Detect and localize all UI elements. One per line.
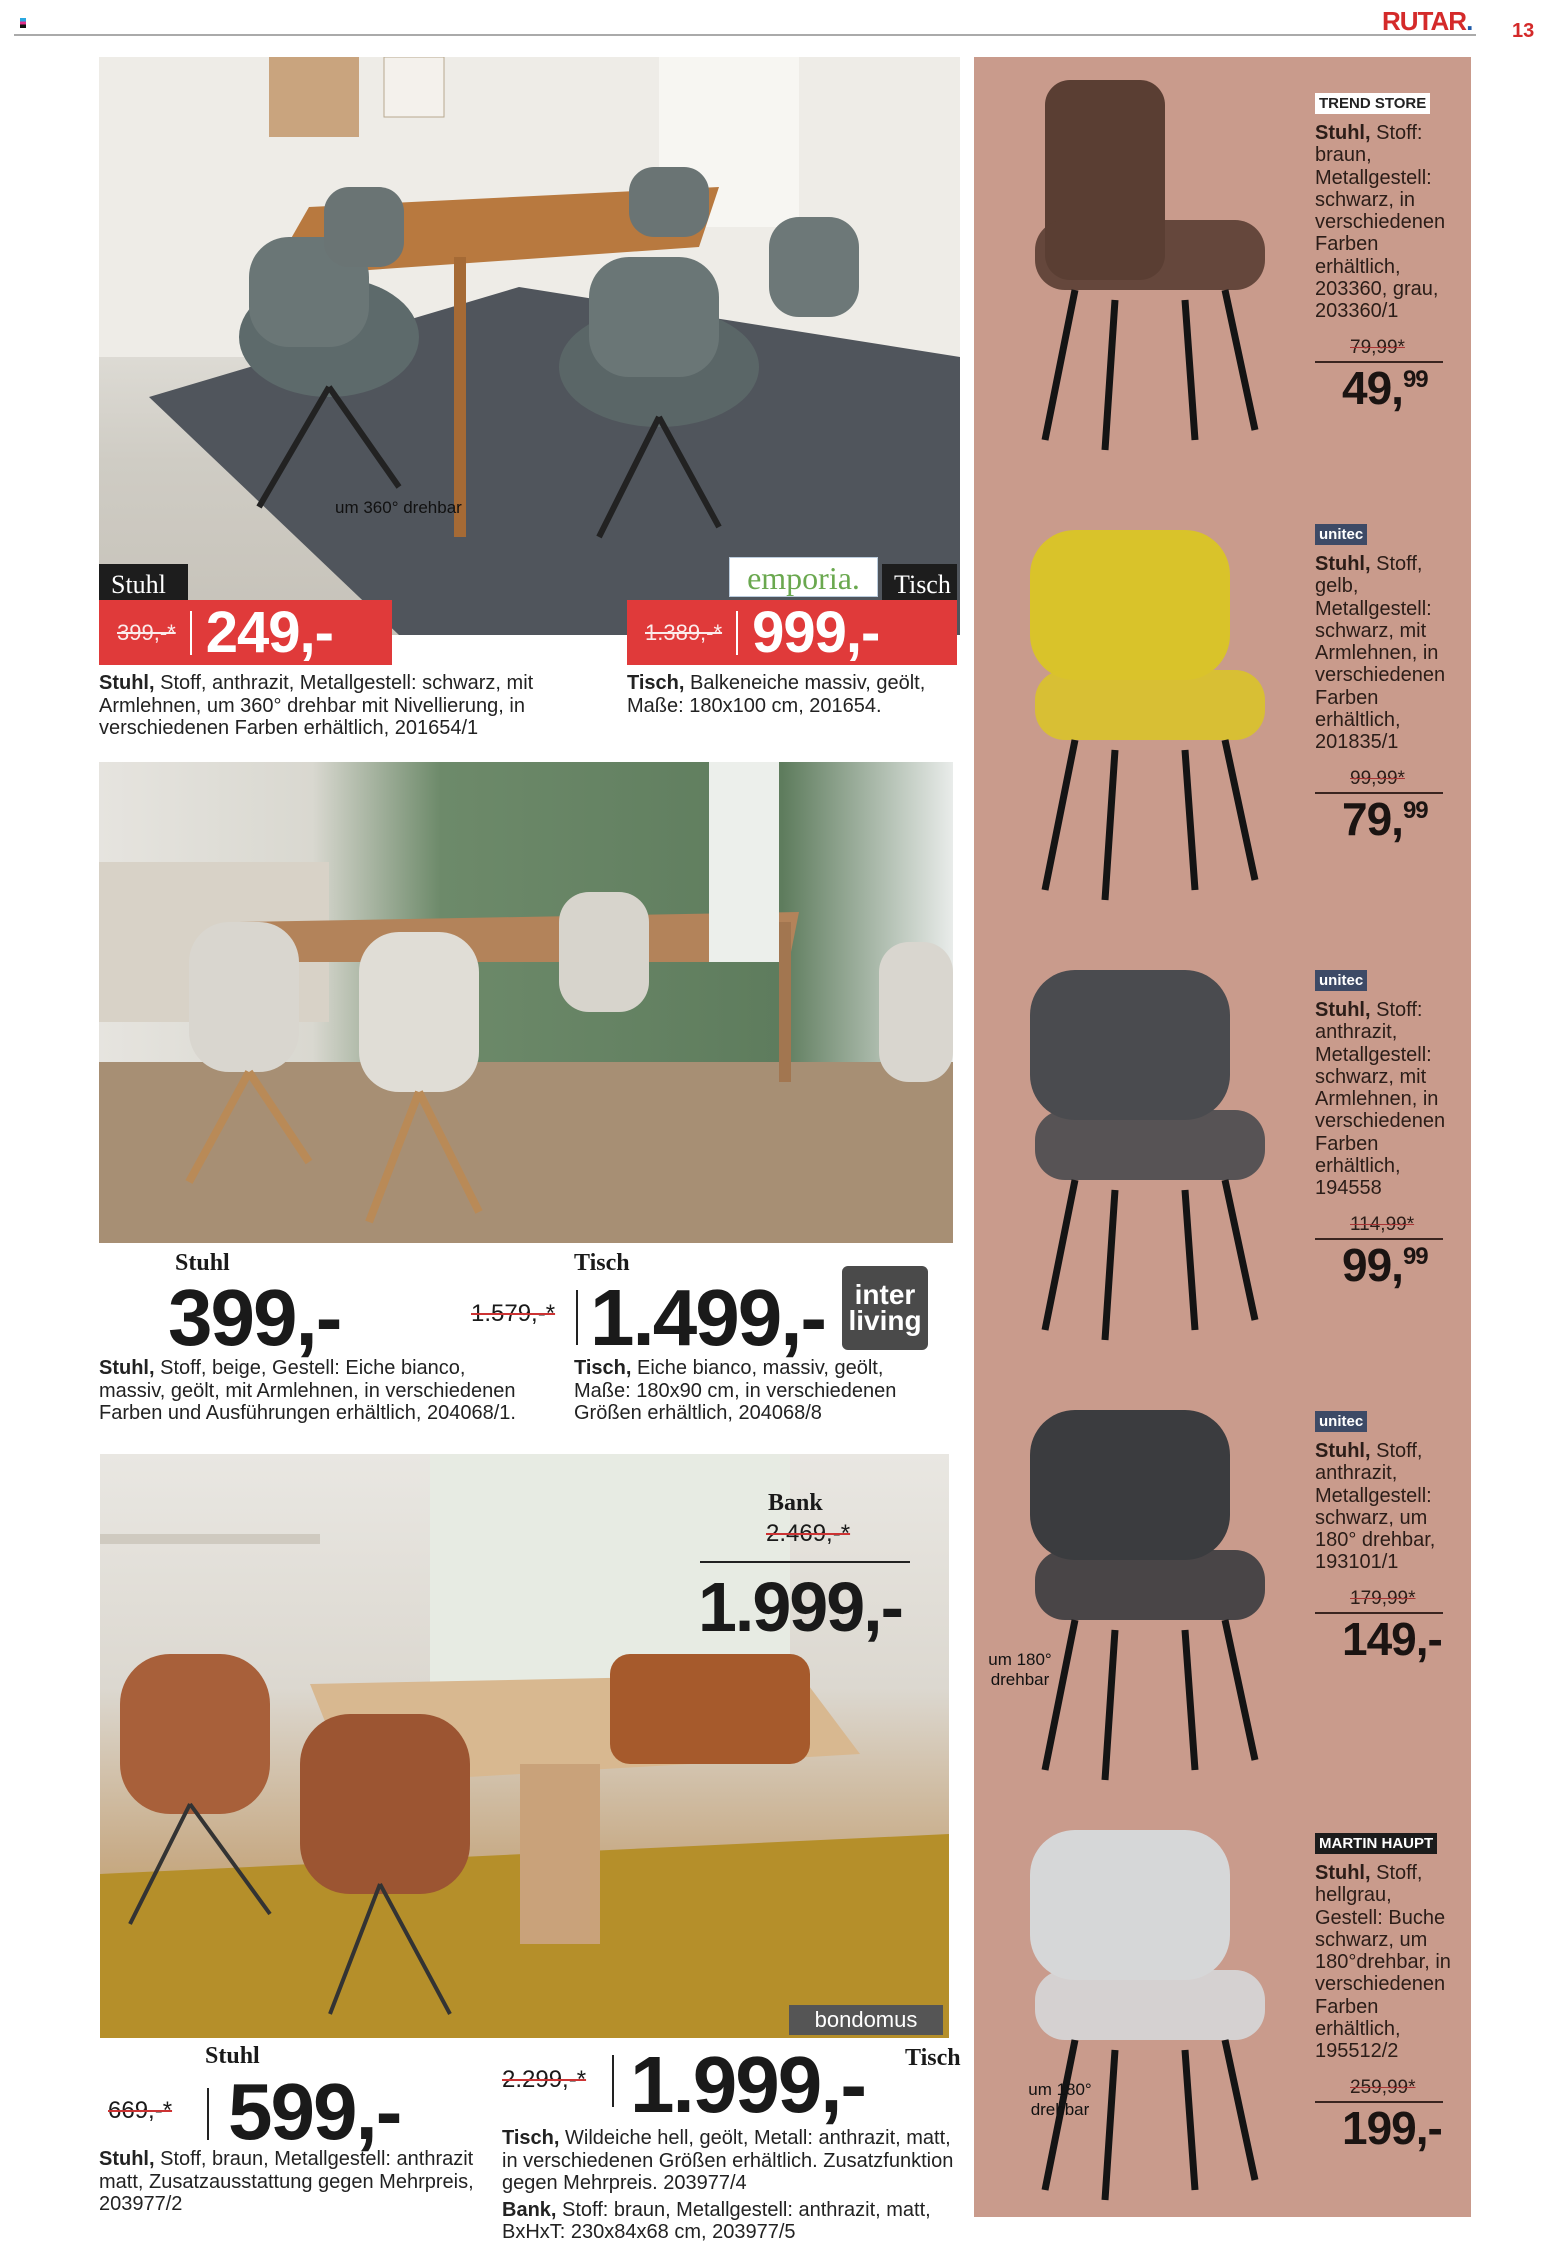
- side-old-price: 79,99*: [1350, 336, 1405, 358]
- side-old-price: 114,99*: [1350, 1213, 1415, 1235]
- price-main: 79,: [1342, 792, 1403, 845]
- chair-image: [1005, 70, 1290, 500]
- side-item: [1315, 1411, 1465, 1664]
- table-price-badge: [627, 600, 957, 665]
- side-item-description: [1315, 122, 1465, 323]
- desc-title: Tisch,: [502, 2127, 560, 2149]
- desc-text: Eiche bianco, massiv, geölt, Maße: 180x90 cm, in verschiedenen Größen erhältlich, 204068/8: [574, 1357, 897, 1424]
- bank-price: 1.999,-: [698, 1568, 902, 1646]
- brand-logo: unitec: [1315, 524, 1367, 545]
- dining-room-photo-2: [99, 762, 953, 1243]
- chair-image: [1005, 520, 1290, 920]
- side-item: [1315, 1833, 1465, 2153]
- chair-price: 249,-: [205, 600, 333, 665]
- table-label: Tisch: [574, 1250, 630, 1276]
- table-description: [502, 2127, 962, 2195]
- side-item: [1315, 524, 1465, 844]
- desc-title: Stuhl,: [1315, 1862, 1371, 1884]
- chair-description: [99, 2148, 479, 2216]
- rotation-note: um 360° drehbar: [335, 498, 462, 517]
- table-price: 999,-: [752, 600, 880, 665]
- chair-description: [99, 672, 569, 740]
- desc-text: Stoff: braun, Metallgestell: anthrazit, matt, BxHxT: 230x84x68 cm, 203977/5: [502, 2198, 931, 2243]
- room-scene-2: [99, 762, 953, 1243]
- desc-title: Stuhl,: [1315, 999, 1371, 1021]
- table-price: 1.499,-: [590, 1273, 826, 1362]
- side-item-description: [1315, 1440, 1465, 1574]
- side-item: [1315, 93, 1465, 413]
- side-old-price: 99,99*: [1350, 767, 1405, 789]
- price-separator: [190, 611, 192, 655]
- desc-text: Stoff: anthrazit, Metallgestell: schwarz, mit Armlehnen, in verschiedenen Farben erhältlich, 194558: [1315, 999, 1446, 1200]
- price-separator: [612, 2055, 614, 2107]
- desc-title: Stuhl,: [99, 2148, 155, 2170]
- price-main: 199,-: [1342, 2101, 1442, 2154]
- bank-label: Bank: [768, 1490, 823, 1516]
- chair-label: Stuhl: [99, 564, 188, 606]
- chair-label: Stuhl: [175, 1250, 230, 1276]
- desc-text: Stoff, gelb, Metallgestell: schwarz, mit Armlehnen, in verschiedenen Farben erhältlich, 201835/1: [1315, 553, 1446, 754]
- header-divider: [14, 34, 1476, 36]
- desc-title: Bank,: [502, 2198, 557, 2221]
- brand-logo: [1382, 6, 1472, 37]
- price-cents: 99: [1402, 796, 1428, 824]
- brand-name: RUTAR: [1382, 6, 1467, 36]
- desc-title: Stuhl,: [1315, 1440, 1371, 1462]
- price-main: 149,-: [1342, 1612, 1442, 1665]
- price-separator: [736, 611, 738, 655]
- desc-text: Wildeiche hell, geölt, Metall: anthrazit, matt, in verschiedenen Größen erhältlich. Zusatzfunktion gegen Mehrpreis. 203977/4: [502, 2127, 954, 2194]
- table-description: [627, 672, 967, 717]
- dining-room-photo-1: [99, 57, 960, 635]
- chair-old-price: 669,-*: [108, 2097, 173, 2124]
- chair-price: 399,-: [168, 1273, 341, 1362]
- side-item-description: [1315, 999, 1465, 1200]
- table-old-price: 1.389,-*: [645, 619, 723, 645]
- side-price: [1342, 2103, 1442, 2154]
- brand-logo: MARTIN HAUPT: [1315, 1833, 1437, 1854]
- side-price: [1342, 363, 1428, 414]
- desc-title: Stuhl,: [99, 672, 155, 694]
- print-marker: [20, 18, 26, 28]
- desc-text: Balkeneiche massiv, geölt, Maße: 180x100 cm, 201654.: [627, 672, 926, 717]
- price-separator: [576, 1290, 578, 1345]
- table-old-price: 1.579,-*: [471, 1300, 556, 1327]
- price-divider: [700, 1561, 910, 1563]
- table-price: 1.999,-: [630, 2040, 866, 2129]
- side-old-price: 259,99*: [1350, 2076, 1416, 2098]
- table-description: [574, 1357, 924, 1425]
- interliving-logo: inter living: [842, 1266, 928, 1350]
- side-item: [1315, 970, 1465, 1290]
- desc-title: Stuhl,: [1315, 122, 1371, 144]
- rotation-note: um 180° drehbar: [1028, 2080, 1092, 2119]
- chair-image: [1005, 1820, 1290, 2220]
- desc-title: Tisch,: [574, 1357, 632, 1379]
- price-cents: 99: [1402, 1242, 1428, 1270]
- desc-title: Tisch,: [627, 672, 685, 694]
- side-item-description: [1315, 553, 1465, 754]
- desc-text: Stoff, anthrazit, Metallgestell: schwarz, um 180° drehbar, 193101/1: [1315, 1440, 1436, 1574]
- table-old-price: 2.299,-*: [502, 2066, 587, 2093]
- desc-text: Stoff, beige, Gestell: Eiche bianco, massiv, geölt, mit Armlehnen, in verschiedenen Farben und Ausführungen erhältlich, 204068/1.: [99, 1357, 516, 1424]
- page-number: 13: [1512, 20, 1535, 42]
- desc-title: Stuhl,: [99, 1357, 155, 1379]
- chair-label: Stuhl: [205, 2043, 260, 2069]
- side-price: [1342, 794, 1428, 845]
- chair-old-price: 399,-*: [117, 619, 176, 645]
- desc-title: Stuhl,: [1315, 553, 1371, 575]
- chair-price-badge: [99, 600, 392, 665]
- side-item-description: [1315, 1862, 1465, 2063]
- price-main: 49,: [1342, 361, 1403, 414]
- side-old-price: 179,99*: [1350, 1587, 1416, 1609]
- rotation-note: um 180° drehbar: [988, 1650, 1052, 1689]
- desc-text: Stoff, anthrazit, Metallgestell: schwarz, mit Armlehnen, um 360° drehbar mit Nivellierung, in verschiedenen Farben erhältlich, 201654/1: [99, 672, 534, 739]
- chair-price: 599,-: [228, 2067, 401, 2156]
- price-separator: [207, 2088, 209, 2140]
- brand-dot: .: [1466, 6, 1473, 36]
- desc-text: Stoff, braun, Metallgestell: anthrazit matt, Zusatzausstattung gegen Mehrpreis, 203977/2: [99, 2148, 474, 2215]
- bank-description: [502, 2199, 962, 2244]
- desc-text: Stoff: braun, Metallgestell: schwarz, in verschiedenen Farben erhältlich, 203360, grau, 203360/1: [1315, 122, 1446, 323]
- chair-image: [1005, 1400, 1290, 1800]
- bank-old-price: 2.469,-*: [766, 1520, 851, 1547]
- emporia-logo: emporia.: [729, 557, 878, 597]
- price-cents: 99: [1402, 365, 1428, 393]
- chair-image: [1005, 960, 1290, 1360]
- room-scene-1: [99, 57, 960, 635]
- table-bank-descriptions: [502, 2127, 962, 2244]
- side-price: [1342, 1614, 1442, 1665]
- chair-description: [99, 1357, 519, 1425]
- brand-logo: unitec: [1315, 1411, 1367, 1432]
- bondomus-logo: bondomus: [789, 2005, 943, 2035]
- brand-logo: unitec: [1315, 970, 1367, 991]
- table-label: Tisch: [882, 564, 957, 606]
- table-label: Tisch: [905, 2045, 961, 2071]
- brand-logo: TREND STORE: [1315, 93, 1430, 114]
- side-price: [1342, 1240, 1428, 1291]
- price-main: 99,: [1342, 1238, 1403, 1291]
- desc-text: Stoff, hellgrau, Gestell: Buche schwarz, um 180°drehbar, in verschiedenen Farben erhältlich, 195512/2: [1315, 1862, 1451, 2063]
